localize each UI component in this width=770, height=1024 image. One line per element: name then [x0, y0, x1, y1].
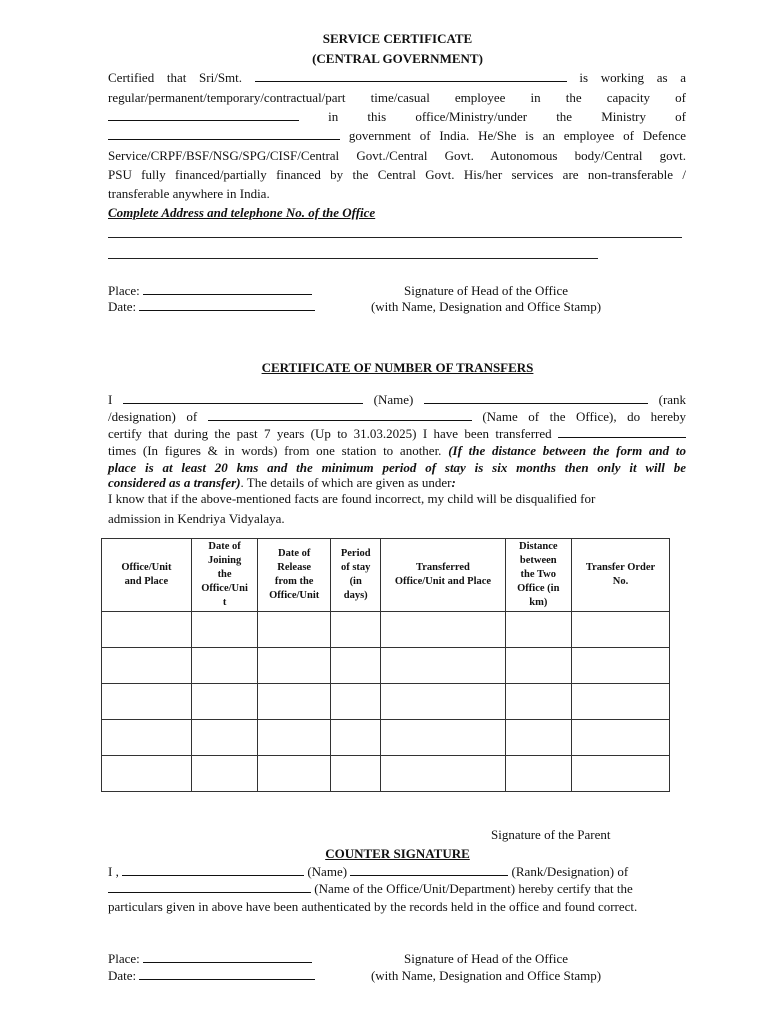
table-cell[interactable]	[191, 684, 258, 720]
ministry-line: government of India. He/She is an employee of Defence	[108, 126, 686, 145]
table-row	[102, 612, 670, 648]
table-header-text: Release	[277, 562, 312, 573]
table-header-text: (in	[349, 576, 362, 587]
address-line-1[interactable]	[108, 237, 682, 238]
table-cell[interactable]	[381, 684, 505, 720]
head-signature-label: Signature of Head of the Office	[403, 283, 568, 298]
table-header-text: Distance	[519, 541, 558, 552]
counter-date-label: Date:	[108, 968, 315, 984]
table-header-cell	[381, 539, 505, 612]
transfers-period-line: certify that during the past 7 years (Up to 31.03.2025) I have been transferred	[108, 424, 686, 443]
table-cell[interactable]	[102, 612, 192, 648]
table-header-text: the	[217, 569, 232, 580]
table-cell[interactable]	[381, 756, 505, 792]
psu-line: PSU fully financed/partially financed by the Central Govt. His/her services are non-transferable /	[108, 167, 686, 182]
table-cell[interactable]	[258, 648, 331, 684]
table-header-cell	[330, 539, 380, 612]
transfers-office-line: /designation) of (Name of the Office), do hereby	[108, 409, 687, 424]
table-cell[interactable]	[258, 756, 331, 792]
service-types-line: Service/CRPF/BSF/NSG/SPG/CISF/Central Govt./Central Govt. Autonomous body/Central govt.	[108, 148, 686, 163]
table-cell[interactable]	[572, 756, 670, 792]
capacity-blank[interactable]	[108, 109, 299, 121]
transfers-condition-line: place is at least 20 kms and the minimum period of stay is six months then only it will be	[108, 460, 686, 475]
table-cell[interactable]	[258, 720, 331, 756]
table-row	[102, 648, 670, 684]
transfers-times-line: times (In figures & in words) from one station to another. (If the distance between the form and to	[108, 443, 686, 458]
service-certificate-title: SERVICE CERTIFICATE	[322, 31, 473, 46]
head-signature-note: (with Name, Designation and Office Stamp)	[370, 299, 602, 314]
table-header-text: t	[222, 597, 227, 608]
counter-name-blank[interactable]	[122, 864, 304, 876]
table-header-text: Office/Unit	[269, 590, 320, 601]
ministry-blank[interactable]	[108, 128, 340, 140]
service-certificate-subtitle: (CENTRAL GOVERNMENT)	[312, 51, 483, 66]
table-header-cell	[102, 539, 192, 612]
counter-place-blank[interactable]	[143, 951, 312, 963]
counter-authentication-line: particulars given in above have been authenticated by the records held in the office and found correct.	[108, 899, 638, 914]
table-header-text: Date of	[208, 541, 241, 552]
transfers-name-line: I (Name) (rank	[108, 392, 687, 407]
table-header-text: days)	[343, 590, 368, 601]
table-header-text: Office/Uni	[201, 583, 248, 594]
table-row	[102, 756, 670, 792]
table-cell[interactable]	[191, 648, 258, 684]
certified-line: Certified that Sri/Smt. is working as a	[108, 70, 686, 85]
place-blank[interactable]	[143, 283, 312, 295]
declarant-rank-blank[interactable]	[424, 392, 648, 404]
transfers-table	[101, 538, 670, 792]
table-cell[interactable]	[505, 612, 572, 648]
table-header-cell	[505, 539, 572, 612]
table-header-row	[102, 539, 670, 612]
table-header-text: from the	[274, 576, 314, 587]
table-cell[interactable]	[330, 612, 380, 648]
table-cell[interactable]	[381, 720, 505, 756]
table-body	[102, 612, 670, 792]
declarant-name-blank[interactable]	[123, 392, 363, 404]
table-header-text: Period	[340, 548, 371, 559]
table-cell[interactable]	[330, 648, 380, 684]
table-cell[interactable]	[330, 756, 380, 792]
table-cell[interactable]	[572, 720, 670, 756]
table-cell[interactable]	[191, 720, 258, 756]
table-cell[interactable]	[572, 648, 670, 684]
address-line-2[interactable]	[108, 258, 598, 259]
counter-office-line: (Name of the Office/Unit/Department) hereby certify that the	[108, 881, 633, 897]
employment-type-line: regular/permanent/temporary/contractual/part time/casual employee in the capacity of	[108, 90, 686, 105]
counter-rank-blank[interactable]	[350, 864, 508, 876]
table-header-text: between	[519, 555, 557, 566]
table-header-text: Office/Unit	[121, 562, 172, 573]
table-cell[interactable]	[191, 756, 258, 792]
table-header-text: Joining	[207, 555, 242, 566]
table-header-text: No.	[612, 576, 629, 587]
parent-signature-label: Signature of the Parent	[491, 827, 611, 842]
table-cell[interactable]	[102, 756, 192, 792]
table-cell[interactable]	[381, 612, 505, 648]
table-header-text: and Place	[124, 576, 169, 587]
table-header-text: Transfer Order	[585, 562, 656, 573]
counter-signature-title: COUNTER SIGNATURE	[325, 846, 470, 861]
table-cell[interactable]	[102, 720, 192, 756]
counter-head-signature-note: (with Name, Designation and Office Stamp)	[370, 968, 602, 983]
transfer-count-blank[interactable]	[558, 426, 686, 438]
table-cell[interactable]	[330, 684, 380, 720]
office-name-blank[interactable]	[208, 409, 472, 421]
transfers-certificate-title: CERTIFICATE OF NUMBER OF TRANSFERS	[261, 360, 534, 375]
table-row	[102, 684, 670, 720]
table-cell[interactable]	[330, 720, 380, 756]
table-cell[interactable]	[258, 612, 331, 648]
address-heading: Complete Address and telephone No. of the Office	[108, 205, 376, 220]
employee-name-blank[interactable]	[255, 70, 567, 82]
capacity-line: in this office/Ministry/under the Ministry of	[108, 107, 686, 126]
table-cell[interactable]	[505, 756, 572, 792]
table-cell[interactable]	[572, 612, 670, 648]
counter-date-blank[interactable]	[139, 968, 315, 980]
transfers-details-line: considered as a transfer). The details of which are given as under:	[108, 475, 456, 490]
kv-admission-line: admission in Kendriya Vidyalaya.	[108, 511, 285, 526]
date-label: Date:	[108, 299, 315, 315]
table-cell[interactable]	[102, 684, 192, 720]
table-header-cell	[191, 539, 258, 612]
disqualification-line: I know that if the above-mentioned facts are found incorrect, my child will be disqualified for	[108, 491, 596, 506]
table-header-text: Office/Unit and Place	[394, 576, 492, 587]
date-blank[interactable]	[139, 299, 315, 311]
counter-office-blank[interactable]	[108, 881, 311, 893]
table-cell[interactable]	[505, 720, 572, 756]
table-cell[interactable]	[572, 684, 670, 720]
counter-name-line: I , (Name) (Rank/Designation) of	[108, 864, 629, 879]
table-row	[102, 720, 670, 756]
table-cell[interactable]	[381, 648, 505, 684]
table-header-text: km)	[529, 597, 548, 608]
table-header-text: Office (in	[517, 583, 560, 594]
table-cell[interactable]	[191, 612, 258, 648]
counter-head-signature-label: Signature of Head of the Office	[403, 951, 568, 966]
place-label: Place:	[108, 283, 312, 299]
counter-place-label: Place:	[108, 951, 312, 967]
table-cell[interactable]	[102, 648, 192, 684]
table-header-text: the Two	[520, 569, 557, 580]
transferable-line: transferable anywhere in India.	[108, 186, 270, 201]
table-header-text: of stay	[340, 562, 371, 573]
table-cell[interactable]	[505, 648, 572, 684]
table-header-cell	[572, 539, 670, 612]
table-cell[interactable]	[258, 684, 331, 720]
table-header-cell	[258, 539, 331, 612]
table-header-text: Transferred	[416, 562, 470, 573]
table-cell[interactable]	[505, 684, 572, 720]
table-header-text: Date of	[277, 548, 311, 559]
